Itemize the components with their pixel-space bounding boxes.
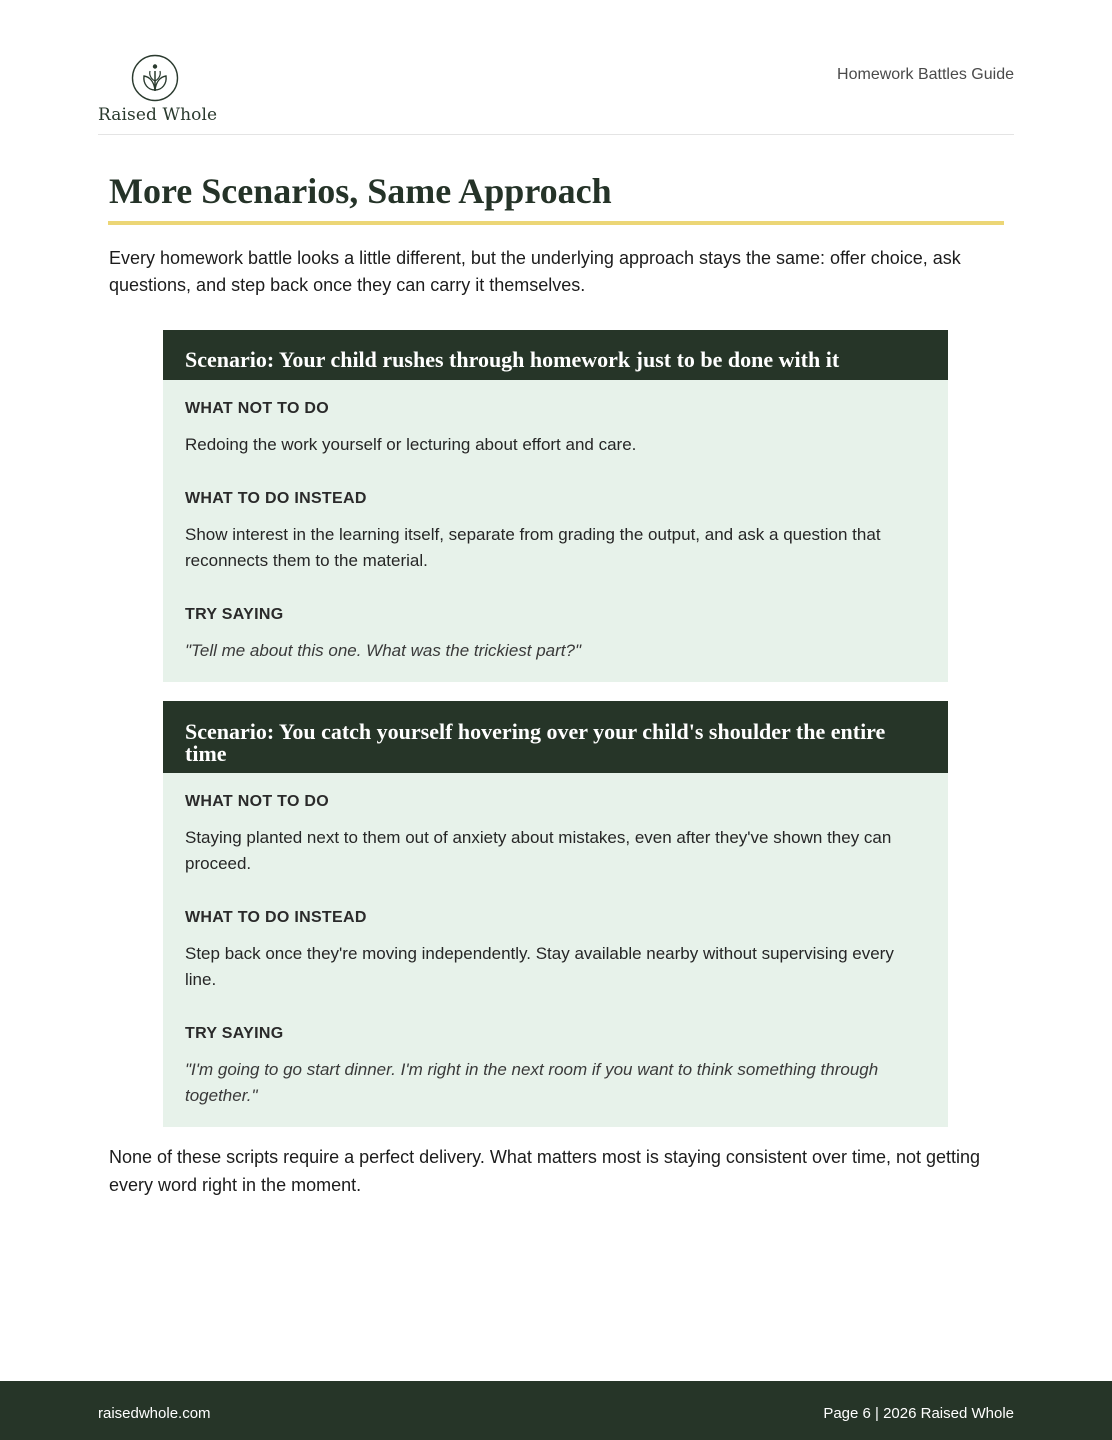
page-footer [0, 1381, 1112, 1440]
what-not-to-do-text: Redoing the work yourself or lecturing about effort and care. [185, 435, 637, 454]
what-to-do-instead-label: WHAT TO DO INSTEAD [185, 909, 367, 926]
intro-paragraph: Every homework battle looks a little different, but the underlying approach stays the same: offer choice, ask questions, and step back once they can carry it themselves. [109, 248, 961, 295]
page-header [98, 54, 1014, 135]
scenario-card [163, 330, 948, 682]
logo-text: Raised Whole [98, 105, 218, 125]
footer-page-info: Page 6 | 2026 Raised Whole [823, 1405, 1014, 1422]
try-saying-label: TRY SAYING [185, 1025, 284, 1042]
scenario-card [163, 701, 948, 1127]
page-title: More Scenarios, Same Approach [109, 171, 612, 211]
what-not-to-do-text: Staying planted next to them out of anxiety about mistakes, even after they've shown they can proceed. [185, 828, 892, 873]
document-title: Homework Battles Guide [837, 66, 1014, 83]
scenario-body [163, 380, 948, 664]
scenario-title: Scenario: Your child rushes through homework just to be done with it [163, 330, 948, 380]
try-saying-quote: "Tell me about this one. What was the trickiest part?" [185, 641, 582, 660]
scenario-title: Scenario: You catch yourself hovering over your child's shoulder the entire time [163, 701, 948, 773]
footer-website: raisedwhole.com [98, 1405, 211, 1422]
try-saying-label: TRY SAYING [185, 606, 284, 623]
what-to-do-instead-text: Step back once they're moving independently. Stay available nearby without supervising every line. [185, 944, 894, 989]
sprout-in-circle-icon [131, 54, 179, 102]
what-not-to-do-label: WHAT NOT TO DO [185, 793, 330, 810]
title-underline [108, 221, 1004, 225]
logo [98, 54, 218, 128]
what-to-do-instead-text: Show interest in the learning itself, separate from grading the output, and ask a question that reconnects them to the material. [185, 525, 881, 570]
scenario-body [163, 773, 948, 1109]
try-saying-quote: "I'm going to go start dinner. I'm right in the next room if you want to think something through together." [185, 1060, 879, 1105]
what-to-do-instead-label: WHAT TO DO INSTEAD [185, 490, 367, 507]
closing-paragraph: None of these scripts require a perfect delivery. What matters most is staying consistent over time, not getting every word right in the moment. [109, 1147, 981, 1195]
what-not-to-do-label: WHAT NOT TO DO [185, 400, 330, 417]
